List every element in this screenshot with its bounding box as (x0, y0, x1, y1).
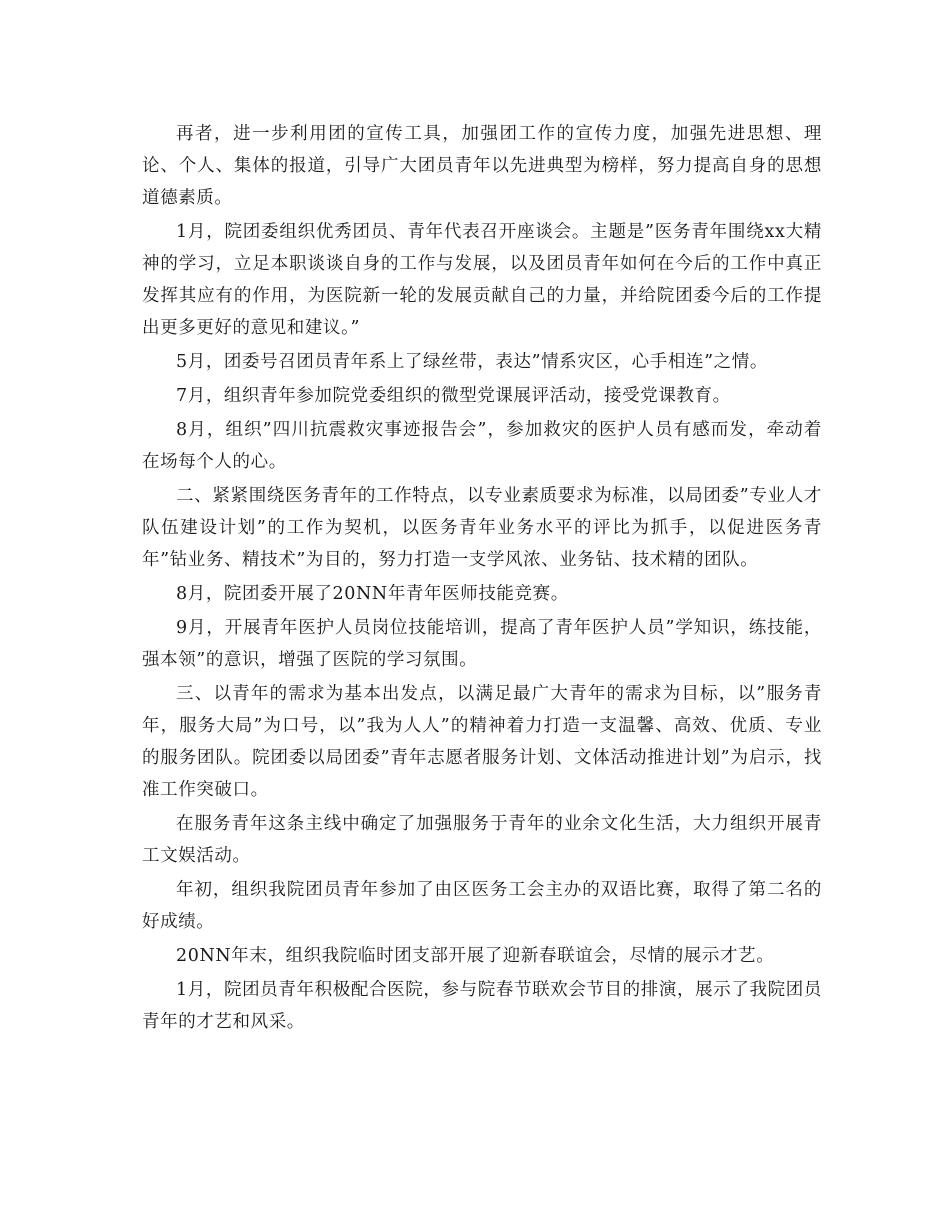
paragraph: 在服务青年这条主线中确定了加强服务于青年的业余文化生活，大力组织开展青工文娱活动。 (142, 814, 822, 866)
paragraph: 8月，组织”四川抗震救灾事迹报告会”，参加救灾的医护人员有感而发，牵动着在场每个人的心。 (142, 420, 822, 472)
paragraph: 1月，院团委组织优秀团员、青年代表召开座谈会。主题是”医务青年围绕xx大精神的学习，立足本职谈谈自身的工作与发展，以及团员青年如何在今后的工作中真正发挥其应有的作用，为医院新一轮的发展贡献自己的力量，并给院团委今后的工作提出更多更好的意见和建议。” (142, 222, 822, 338)
paragraph: 9月，开展青年医护人员岗位技能培训，提高了青年医护人员”学知识，练技能，强本领”的意识，增强了医院的学习氛围。 (142, 618, 822, 670)
document-body (142, 118, 822, 1040)
paragraph: 1月，院团员青年积极配合医院，参与院春节联欢会节目的排演，展示了我院团员青年的才艺和风采。 (142, 980, 822, 1032)
paragraph: 20NN年末，组织我院临时团支部开展了迎新春联谊会，尽情的展示才艺。 (176, 946, 775, 966)
paragraph: 年初，组织我院团员青年参加了由区医务工会主办的双语比赛，取得了第二名的好成绩。 (142, 880, 822, 932)
paragraph: 三、以青年的需求为基本出发点，以满足最广大青年的需求为目标，以”服务青年，服务大局”为口号，以”我为人人”的精神着力打造一支温馨、高效、优质、专业的服务团队。院团委以局团委”青年志愿者服务计划、文体活动推进计划”为启示，找准工作突破口。 (142, 684, 822, 800)
paragraph: 7月，组织青年参加院党委组织的微型党课展评活动，接受党课教育。 (176, 386, 731, 406)
paragraph: 再者，进一步利用团的宣传工具，加强团工作的宣传力度，加强先进思想、理论、个人、集体的报道，引导广大团员青年以先进典型为榜样，努力提高自身的思想道德素质。 (142, 124, 822, 208)
paragraph: 5月，团委号召团员青年系上了绿丝带，表达”情系灾区，心手相连”之情。 (176, 352, 768, 372)
paragraph: 二、紧紧围绕医务青年的工作特点，以专业素质要求为标准，以局团委”专业人才队伍建设计划”的工作为契机，以医务青年业务水平的评比为抓手，以促进医务青年”钻业务、精技术”为目的，努力打造一支学风浓、业务钻、技术精的团队。 (142, 486, 822, 570)
paragraph: 8月，院团委开展了20NN年青年医师技能竞赛。 (176, 584, 569, 604)
